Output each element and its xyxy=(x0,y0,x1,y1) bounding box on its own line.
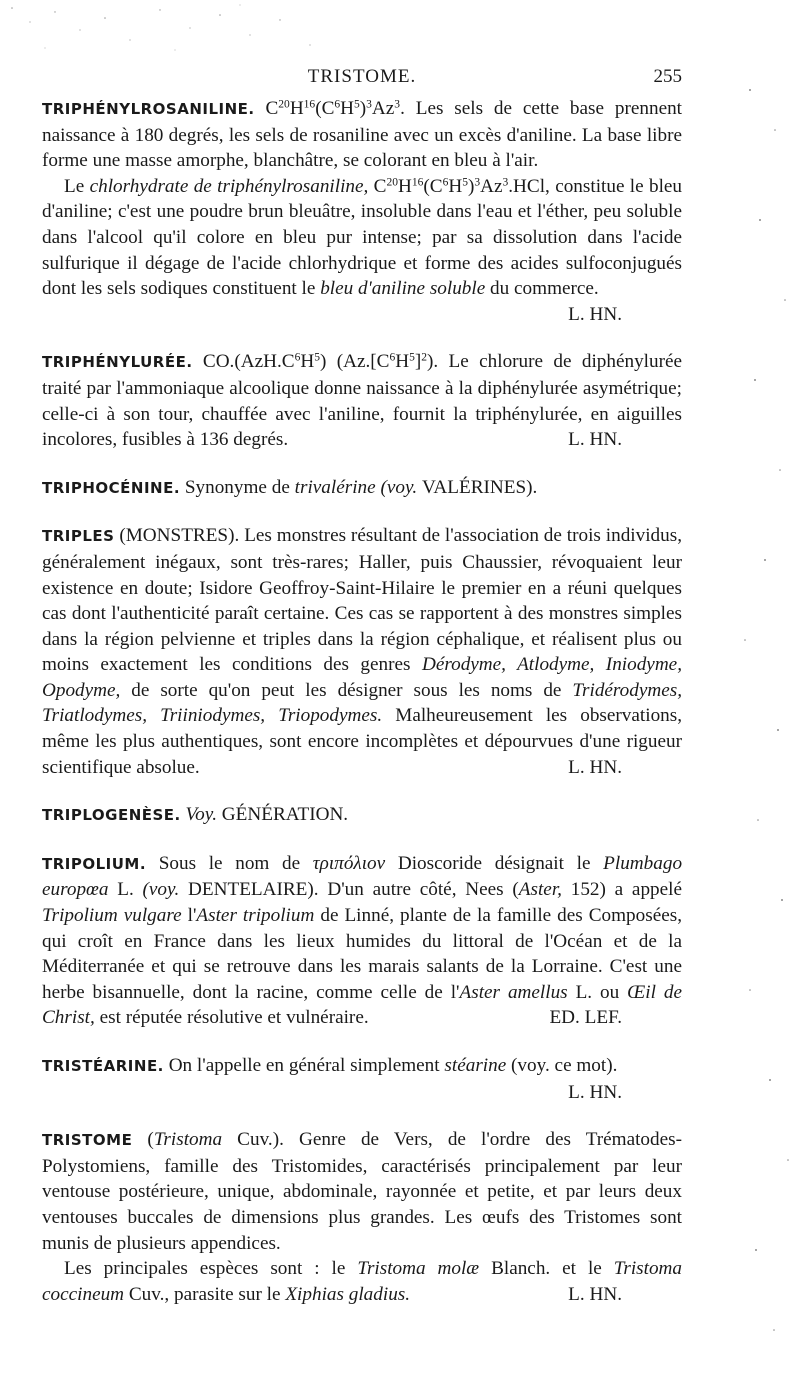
term-italic: Tristoma xyxy=(153,1129,223,1151)
running-title: TRISTOME. xyxy=(307,66,417,87)
term-italic: Xiphias gladius. xyxy=(285,1283,411,1305)
entry-subheading: (MONSTRES). xyxy=(119,525,240,547)
term-italic: Œil de Christ, xyxy=(42,981,682,1029)
page-header xyxy=(42,62,682,96)
term-italic: Aster, xyxy=(518,879,562,901)
chemical-formula: $CO.(AzH.C^6H^5)$ $(Az.[C^6H^5]^2)$. xyxy=(202,351,439,373)
term-italic: Tridérodymes, Triatlodymes, Triiniodymes, Triopodymes. xyxy=(42,679,683,727)
entry-text: constitue le bleu d'aniline; c'est une poudre brun bleuâtre, insoluble dans l'eau et l'éther, peu soluble dans l'alcool qu'il colore en bleu pur intense; par sa dissolution dans l'acide sulfurique il dégage de l'acide chlorhydrique et forme des acides sulfoconjugués dont les sels sodiques constituent le xyxy=(42,175,683,300)
term-italic: stéarine xyxy=(444,1055,507,1076)
page-number: 255 xyxy=(653,66,682,87)
entry-headword: TRIPHÉNYLROSANILINE. xyxy=(42,100,255,118)
scan-speckle-margin xyxy=(730,0,800,1377)
entry-text: Blanch. et le xyxy=(491,1258,602,1280)
entry-text: est réputée résolutive et vulnéraire. xyxy=(99,1007,369,1029)
term-italic: Plumbago europœa xyxy=(42,852,683,901)
entry-text: du commerce. xyxy=(490,278,599,300)
entry-text: L. ou xyxy=(575,981,620,1003)
term-italic: Aster amellus xyxy=(459,981,568,1003)
term-italic: bleu d'aniline soluble xyxy=(320,278,486,300)
entry-headword: TRIPLES xyxy=(42,527,115,546)
entry-paragraph xyxy=(42,96,682,174)
entry-paragraph xyxy=(42,802,682,829)
entry-text: de sorte qu'on peut les désigner sous les noms de xyxy=(131,679,562,701)
entry-paragraph xyxy=(42,1256,682,1307)
author-signature: L. HN. xyxy=(568,303,622,325)
entry-text: Les sels de cette base prennent naissance à 180 degrés, les sels de rosaniline avec un excès d'aniline. La base libre forme une masse amorphe, blanchâtre, se colorant en bleu à l'air. xyxy=(42,98,683,172)
author-signature: L. HN. xyxy=(568,1081,622,1103)
author-signature: L. HN. xyxy=(568,756,622,778)
term-italic: Dérodyme, Atlodyme, Iniodyme, Opodyme, xyxy=(42,654,682,701)
cross-reference: VALÉRINES xyxy=(422,476,527,498)
entry-headword: TRIPHÉNYLURÉE. xyxy=(42,353,193,372)
cross-reference-voy: Voy. xyxy=(185,804,217,826)
entry-text: ( xyxy=(147,1129,154,1151)
greek-term: τριπόλιον xyxy=(312,852,386,874)
entry-headword: TRISTÉARINE. xyxy=(42,1057,164,1075)
author-signature: L. HN. xyxy=(568,429,622,451)
entry-paragraph xyxy=(42,851,682,1031)
author-signature: L. HN. xyxy=(568,1283,622,1305)
entry-paragraph xyxy=(42,1053,682,1103)
entry-text: L. xyxy=(117,879,134,901)
entry-paragraph xyxy=(42,174,683,325)
entry-tristearine xyxy=(42,1053,682,1105)
entry-text: l' xyxy=(187,905,197,927)
entry-text: Dioscoride désignait le xyxy=(397,852,591,874)
page xyxy=(42,62,682,1307)
entry-headword: TRISTOME xyxy=(42,1131,133,1150)
chemical-formula: $C^{20}H^{16}(C^6H^5)^3Az^3.HCl$, xyxy=(373,175,550,197)
entry-text: Les principales espèces sont : le xyxy=(64,1258,346,1280)
term-italic: Tristoma molæ xyxy=(357,1258,480,1280)
term-italic: Aster tripolium xyxy=(196,905,315,927)
chemical-formula: $C^{20}H^{16}(C^6H^5)^3Az^3$. xyxy=(265,98,405,119)
author-signature: ED. LEF. xyxy=(549,1007,622,1029)
entry-text: On l'appelle en général simplement xyxy=(168,1055,440,1076)
entry-text: (voy. ce mot). xyxy=(511,1055,618,1076)
cross-reference: GÉNÉRATION. xyxy=(221,804,349,826)
entry-text: Synonyme de xyxy=(184,476,290,498)
entry-triphenyluree xyxy=(42,349,682,452)
entry-text: Cuv., parasite sur le xyxy=(128,1283,281,1305)
entry-text: 152) a appelé xyxy=(570,879,682,901)
entry-headword: TRIPHOCÉNINE. xyxy=(42,478,181,497)
entry-text: Le chlorure de diphénylurée traité par l'ammoniaque alcoolique donne naissance à la diphénylurée asymétrique; celle-ci à son tour, chauffée avec l'aniline, fournit la triphénylurée, en aiguilles incolores, fusibles à 136 degrés. xyxy=(42,351,683,451)
term-italic: trivalérine xyxy=(294,476,376,498)
entry-headword: TRIPLOGENÈSE. xyxy=(42,806,181,825)
entry-triples xyxy=(42,523,682,780)
entry-triphenylrosaniline xyxy=(42,96,682,327)
entry-tristome xyxy=(42,1127,682,1307)
entry-text: ). xyxy=(526,476,538,498)
entry-text: Malheureusement les observations, même les plus authentiques, sont encore incomplètes et dépourvues d'une rigueur scientifique absolue. xyxy=(42,705,683,778)
entry-text: Cuv.). xyxy=(237,1129,284,1151)
entry-tripolium xyxy=(42,851,682,1031)
entry-text: Sous le nom de xyxy=(158,852,301,874)
entry-paragraph xyxy=(42,475,682,502)
entry-text: ). D'un autre côté, Nees ( xyxy=(307,879,519,901)
scan-speckle-top xyxy=(0,0,330,60)
term-italic: Tristoma coccineum xyxy=(42,1258,683,1305)
entry-headword: TRIPOLIUM. xyxy=(42,854,147,873)
cross-reference-voy: (voy. xyxy=(142,879,180,901)
entry-text: Genre de Vers, de l'ordre des Trématodes-Polystomiens, famille des Tristomides, caractérisés principalement par leur ventouse postérieure, unique, abdominale, rayonnée et petite, et par leurs deux ventouses buccales de dimensions plus grandes. Les œufs des Tristomes sont munis de plusieurs appendices. xyxy=(42,1129,682,1254)
entry-text: de Linné, plante de la famille des Composées, qui croît en France dans les lieux humides du littoral de l'Océan et de la Méditerranée et qui se retrouve dans les marais salants de la Lorraine. C'est une herbe bisannuelle, dont la racine, comme celle de l' xyxy=(42,905,683,1003)
entry-paragraph xyxy=(42,1127,682,1256)
entry-triplogenese xyxy=(42,802,682,829)
cross-reference: DENTELAIRE xyxy=(188,879,308,901)
entry-text: Le xyxy=(64,175,85,197)
entry-paragraph xyxy=(42,523,682,780)
entry-text: Les monstres résultant de l'association de trois individus, généralement inégaux, sont très-rares; Haller, puis Chaussier, révoquaient leur existence en doute; Isidore Geoffroy-Saint-Hilaire le premier en a réuni quelques cas dont l'authenticité paraît certaine. Ces cas se rapportent à des monstres simples dans la région pelvienne et triples dans la région céphalique, et réalisent plus ou moins exactement les conditions des genres xyxy=(42,525,683,676)
entry-paragraph xyxy=(42,349,682,452)
cross-reference-voy: (voy. xyxy=(380,476,418,498)
term-italic: chlorhydrate de triphénylrosaniline, xyxy=(89,175,369,197)
term-italic: Tripolium vulgare xyxy=(42,905,182,927)
entry-triphocenine xyxy=(42,475,682,502)
